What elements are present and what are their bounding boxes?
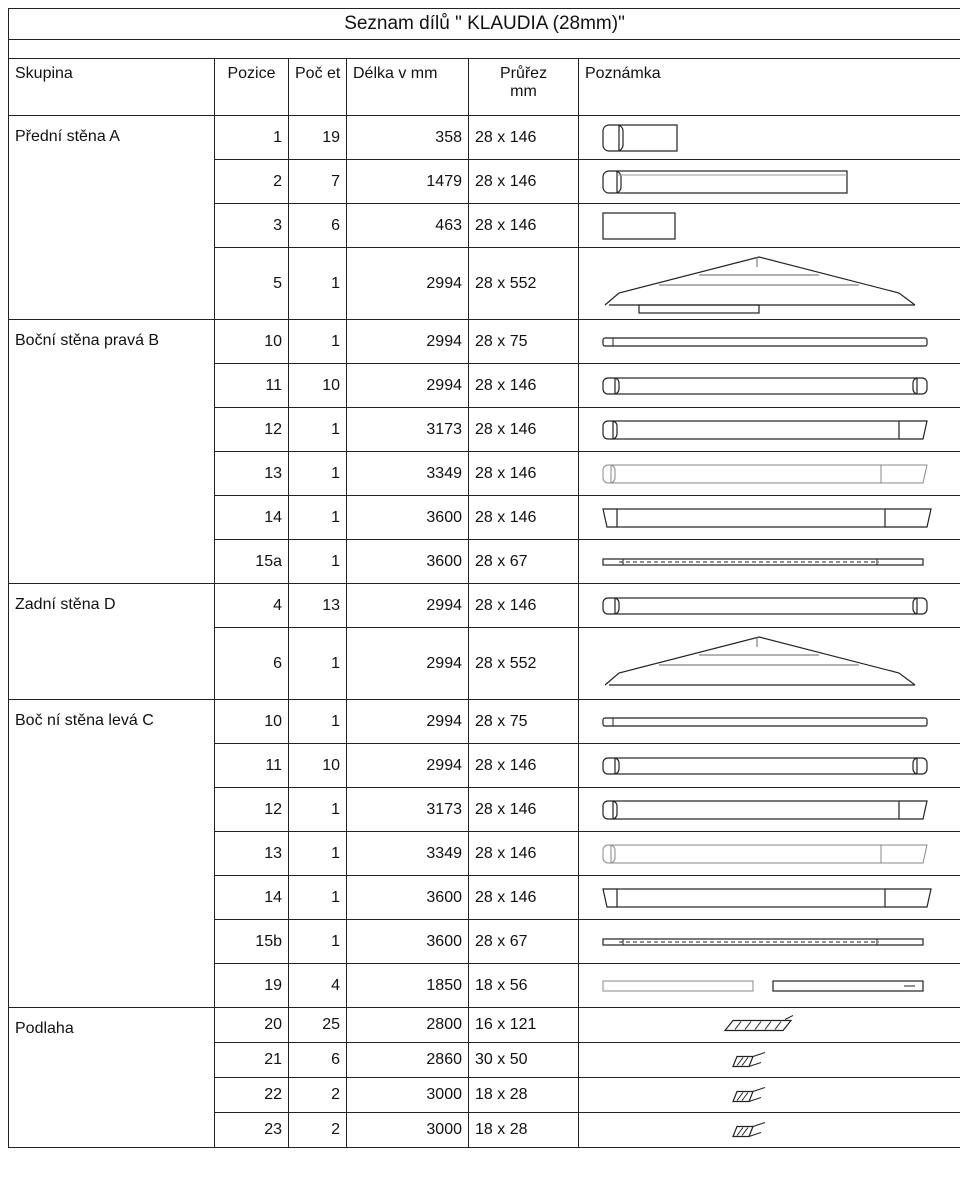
- length-cell: 3000: [347, 1113, 469, 1148]
- position-cell: 2: [215, 160, 289, 204]
- table-row: [9, 920, 960, 964]
- length-cell: 358: [347, 116, 469, 160]
- floor-board-icon: [579, 1009, 960, 1042]
- length-cell: 2994: [347, 320, 469, 364]
- note-cell: [579, 700, 960, 744]
- table-row: [9, 1113, 960, 1148]
- cross-section-cell: 28 x 75: [469, 700, 579, 744]
- count-cell: 1: [289, 700, 347, 744]
- page-title: Seznam dílů " KLAUDIA (28mm)": [9, 9, 960, 40]
- cross-section-cell: 28 x 146: [469, 452, 579, 496]
- group-cell: [9, 964, 215, 1008]
- count-cell: 1: [289, 876, 347, 920]
- group-cell: [9, 1113, 215, 1148]
- table-row: [9, 160, 960, 204]
- length-cell: 3600: [347, 920, 469, 964]
- gable-back-icon: [579, 629, 960, 699]
- beam-section-icon: [579, 1079, 960, 1112]
- header-note: Poznámka: [579, 59, 960, 116]
- note-cell: [579, 584, 960, 628]
- position-cell: 15b: [215, 920, 289, 964]
- note-cell: [579, 832, 960, 876]
- split-strip-icon: [579, 965, 960, 1007]
- length-cell: 3600: [347, 496, 469, 540]
- count-cell: 1: [289, 920, 347, 964]
- note-cell: [579, 628, 960, 700]
- table-row: [9, 964, 960, 1008]
- cross-section-cell: 28 x 67: [469, 540, 579, 584]
- cross-section-cell: 28 x 146: [469, 832, 579, 876]
- position-cell: 11: [215, 364, 289, 408]
- length-cell: 2994: [347, 744, 469, 788]
- note-cell: [579, 320, 960, 364]
- count-cell: 10: [289, 744, 347, 788]
- board-right-long-segment-icon: [579, 833, 960, 875]
- board-both-ends-icon: [579, 585, 960, 627]
- cross-section-cell: 16 x 121: [469, 1008, 579, 1043]
- table-row: [9, 204, 960, 248]
- note-cell: [579, 876, 960, 920]
- group-cell: [9, 160, 215, 204]
- length-cell: 2800: [347, 1008, 469, 1043]
- position-cell: 6: [215, 628, 289, 700]
- count-cell: 6: [289, 1043, 347, 1078]
- count-cell: 6: [289, 204, 347, 248]
- table-row: [9, 116, 960, 160]
- group-cell: [9, 920, 215, 964]
- table-row: [9, 1078, 960, 1113]
- count-cell: 1: [289, 628, 347, 700]
- group-cell: [9, 452, 215, 496]
- table-row: [9, 496, 960, 540]
- count-cell: 1: [289, 496, 347, 540]
- header-row: [9, 59, 960, 116]
- count-cell: 2: [289, 1078, 347, 1113]
- group-cell: [9, 408, 215, 452]
- cross-section-cell: 28 x 146: [469, 364, 579, 408]
- length-cell: 2994: [347, 628, 469, 700]
- note-cell: [579, 408, 960, 452]
- position-cell: 20: [215, 1008, 289, 1043]
- position-cell: 4: [215, 584, 289, 628]
- parts-table: [8, 8, 960, 1148]
- group-cell: Podlaha: [9, 1008, 215, 1043]
- length-cell: 463: [347, 204, 469, 248]
- cross-section-cell: 28 x 146: [469, 496, 579, 540]
- table-row: [9, 248, 960, 320]
- note-cell: [579, 744, 960, 788]
- table-row: [9, 744, 960, 788]
- position-cell: 12: [215, 408, 289, 452]
- cross-section-cell: 28 x 146: [469, 876, 579, 920]
- group-cell: [9, 364, 215, 408]
- board-right-long-segment-icon: [579, 453, 960, 495]
- cross-section-cell: 28 x 146: [469, 744, 579, 788]
- position-cell: 1: [215, 116, 289, 160]
- count-cell: 1: [289, 320, 347, 364]
- table-row: [9, 364, 960, 408]
- count-cell: 1: [289, 452, 347, 496]
- board-two-segments-icon: [579, 877, 960, 919]
- cross-section-cell: 28 x 146: [469, 160, 579, 204]
- board-both-ends-icon: [579, 745, 960, 787]
- thin-board-icon: [579, 701, 960, 743]
- position-cell: 5: [215, 248, 289, 320]
- group-cell: [9, 788, 215, 832]
- group-cell: [9, 744, 215, 788]
- cross-section-cell: 18 x 28: [469, 1078, 579, 1113]
- spacer-row: [9, 40, 960, 59]
- cross-section-cell: 28 x 146: [469, 788, 579, 832]
- group-cell: [9, 1043, 215, 1078]
- position-cell: 21: [215, 1043, 289, 1078]
- group-cell: [9, 876, 215, 920]
- position-cell: 3: [215, 204, 289, 248]
- table-row: [9, 320, 960, 364]
- count-cell: 1: [289, 540, 347, 584]
- table-row: [9, 1043, 960, 1078]
- note-cell: [579, 920, 960, 964]
- cross-section-cell: 28 x 75: [469, 320, 579, 364]
- header-cross-line1: Průřez: [499, 65, 548, 82]
- count-cell: 1: [289, 248, 347, 320]
- note-cell: [579, 160, 960, 204]
- table-row: [9, 1008, 960, 1043]
- count-cell: 4: [289, 964, 347, 1008]
- group-cell: [9, 832, 215, 876]
- gable-front-icon: [579, 249, 960, 319]
- table-row: [9, 832, 960, 876]
- length-cell: 3349: [347, 452, 469, 496]
- note-cell: [579, 1113, 960, 1148]
- length-cell: 3349: [347, 832, 469, 876]
- length-cell: 2994: [347, 700, 469, 744]
- count-cell: 1: [289, 832, 347, 876]
- table-row: [9, 584, 960, 628]
- plain-rectangle-icon: [579, 205, 960, 247]
- thin-board-icon: [579, 321, 960, 363]
- note-cell: [579, 964, 960, 1008]
- beam-section-icon: [579, 1044, 960, 1077]
- table-row: [9, 452, 960, 496]
- dashed-strip-icon: [579, 541, 960, 583]
- group-cell: Boč ní stěna levá C: [9, 700, 215, 744]
- note-cell: [579, 452, 960, 496]
- position-cell: 23: [215, 1113, 289, 1148]
- position-cell: 22: [215, 1078, 289, 1113]
- group-cell: Přední stěna A: [9, 116, 215, 160]
- count-cell: 25: [289, 1008, 347, 1043]
- table-row: [9, 700, 960, 744]
- length-cell: 2994: [347, 364, 469, 408]
- board-left-end-icon: [579, 161, 960, 203]
- board-right-segment-icon: [579, 789, 960, 831]
- beam-section-icon: [579, 1114, 960, 1147]
- dashed-strip-icon: [579, 921, 960, 963]
- group-cell: Zadní stěna D: [9, 584, 215, 628]
- position-cell: 11: [215, 744, 289, 788]
- cross-section-cell: 28 x 67: [469, 920, 579, 964]
- spacer-cell: [9, 40, 960, 59]
- position-cell: 13: [215, 452, 289, 496]
- note-cell: [579, 1043, 960, 1078]
- cross-section-cell: 28 x 146: [469, 408, 579, 452]
- header-cross-line2: mm: [510, 83, 537, 100]
- cross-section-cell: 18 x 28: [469, 1113, 579, 1148]
- group-cell: Boční stěna pravá B: [9, 320, 215, 364]
- position-cell: 14: [215, 876, 289, 920]
- table-row: [9, 876, 960, 920]
- count-cell: 1: [289, 408, 347, 452]
- group-cell: [9, 496, 215, 540]
- header-length: Délka v mm: [347, 59, 469, 116]
- short-board-icon: [579, 117, 960, 159]
- cross-section-cell: 28 x 552: [469, 248, 579, 320]
- position-cell: 19: [215, 964, 289, 1008]
- header-count: Poč et: [289, 59, 347, 116]
- position-cell: 13: [215, 832, 289, 876]
- count-cell: 7: [289, 160, 347, 204]
- length-cell: 3173: [347, 408, 469, 452]
- group-cell: [9, 628, 215, 700]
- position-cell: 10: [215, 320, 289, 364]
- count-cell: 1: [289, 788, 347, 832]
- board-two-segments-icon: [579, 497, 960, 539]
- group-cell: [9, 204, 215, 248]
- group-cell: [9, 1078, 215, 1113]
- header-cross-section: [469, 59, 579, 116]
- length-cell: 3173: [347, 788, 469, 832]
- length-cell: 1479: [347, 160, 469, 204]
- board-both-ends-icon: [579, 365, 960, 407]
- table-row: [9, 540, 960, 584]
- cross-section-cell: 28 x 146: [469, 116, 579, 160]
- group-cell: [9, 540, 215, 584]
- cross-section-cell: 28 x 146: [469, 204, 579, 248]
- note-cell: [579, 364, 960, 408]
- count-cell: 13: [289, 584, 347, 628]
- group-cell: [9, 248, 215, 320]
- title-row: [9, 9, 960, 40]
- cross-section-cell: 18 x 56: [469, 964, 579, 1008]
- length-cell: 1850: [347, 964, 469, 1008]
- table-row: [9, 788, 960, 832]
- cross-section-cell: 28 x 146: [469, 584, 579, 628]
- note-cell: [579, 788, 960, 832]
- count-cell: 19: [289, 116, 347, 160]
- note-cell: [579, 1078, 960, 1113]
- table-row: [9, 628, 960, 700]
- note-cell: [579, 496, 960, 540]
- note-cell: [579, 248, 960, 320]
- header-group: Skupina: [9, 59, 215, 116]
- cross-section-cell: 30 x 50: [469, 1043, 579, 1078]
- note-cell: [579, 540, 960, 584]
- note-cell: [579, 116, 960, 160]
- length-cell: 2860: [347, 1043, 469, 1078]
- length-cell: 2994: [347, 248, 469, 320]
- position-cell: 10: [215, 700, 289, 744]
- length-cell: 3600: [347, 876, 469, 920]
- header-position: Pozice: [215, 59, 289, 116]
- count-cell: 2: [289, 1113, 347, 1148]
- length-cell: 3000: [347, 1078, 469, 1113]
- position-cell: 12: [215, 788, 289, 832]
- note-cell: [579, 1008, 960, 1043]
- note-cell: [579, 204, 960, 248]
- count-cell: 10: [289, 364, 347, 408]
- length-cell: 2994: [347, 584, 469, 628]
- board-right-segment-icon: [579, 409, 960, 451]
- position-cell: 15a: [215, 540, 289, 584]
- cross-section-cell: 28 x 552: [469, 628, 579, 700]
- table-row: [9, 408, 960, 452]
- parts-list-sheet: [8, 8, 960, 1148]
- position-cell: 14: [215, 496, 289, 540]
- length-cell: 3600: [347, 540, 469, 584]
